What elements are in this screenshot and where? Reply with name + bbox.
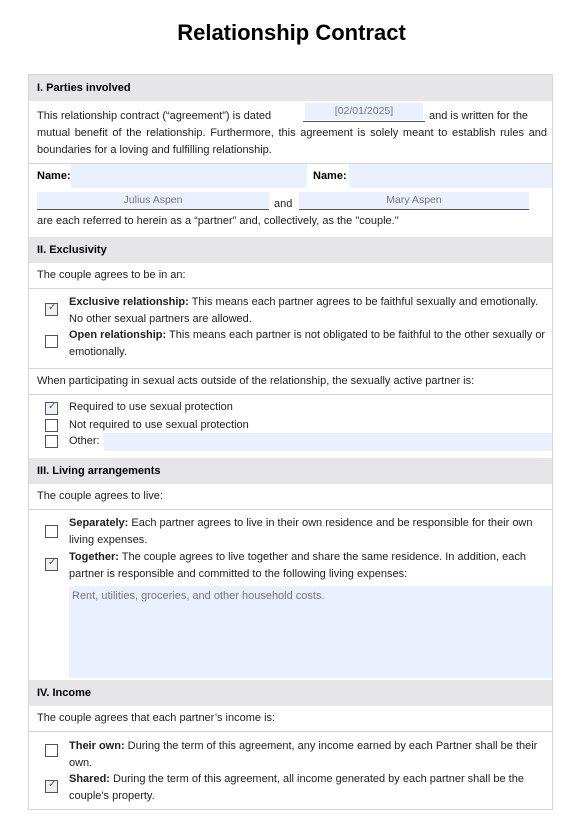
- section-heading-exclusivity: II. Exclusivity: [29, 237, 552, 263]
- exclusive-option: [69, 294, 549, 328]
- separately-desc: Each partner agrees to live in their own residence and be responsible for their own living expenses.: [69, 517, 533, 546]
- separately-label: Separately:: [69, 517, 129, 529]
- section-heading-living: III. Living arrangements: [29, 458, 552, 484]
- page-title: Relationship Contract: [177, 20, 406, 45]
- required-protection-checkbox[interactable]: [45, 402, 58, 415]
- exclusive-label: Exclusive relationship:: [69, 296, 189, 308]
- exclusivity-intro: The couple agrees to be in an:: [37, 269, 186, 281]
- their-own-desc: During the term of this agreement, any income earned by each Partner shall be their own.: [69, 740, 538, 769]
- parties-para-after-date: and is written for the: [429, 110, 529, 122]
- open-checkbox[interactable]: [45, 335, 58, 348]
- other-label: Other:: [69, 435, 100, 447]
- date-underline: [303, 121, 425, 122]
- parties-para-before-date: This relationship contract (“agreement”) is dated: [37, 110, 272, 122]
- together-desc: The couple agrees to live together and share the same residence. In addition, each partner is responsible and committed to the following living expenses:: [69, 551, 526, 580]
- and-word: and: [274, 198, 293, 210]
- contract-form: [28, 74, 553, 810]
- open-desc: This means each partner is not obligated to be faithful to the other sexually or emotionally.: [69, 329, 546, 358]
- partner-1-field[interactable]: Julius Aspen: [37, 192, 269, 209]
- section-heading-income: IV. Income: [29, 680, 552, 706]
- partner-2-underline: [299, 209, 529, 210]
- together-label: Together:: [69, 551, 119, 563]
- living-intro: The couple agrees to live:: [37, 490, 163, 502]
- section-heading-parties: I. Parties involved: [29, 75, 552, 101]
- their-own-checkbox[interactable]: [45, 744, 58, 757]
- partner-2-field[interactable]: Mary Aspen: [299, 192, 529, 209]
- not-required-protection-label: Not required to use sexual protection: [69, 419, 249, 431]
- divider: [29, 731, 552, 732]
- together-checkbox[interactable]: [45, 558, 58, 571]
- date-field[interactable]: [02/01/2025]: [305, 103, 423, 120]
- expenses-text: Rent, utilities, groceries, and other household costs.: [72, 590, 325, 602]
- required-protection-label: Required to use sexual protection: [69, 401, 233, 413]
- separately-checkbox[interactable]: [45, 525, 58, 538]
- divider: [29, 368, 552, 369]
- parties-para-rest: mutual benefit of the relationship. Furthermore, this agreement is solely meant to establish rules and boundaries for a loving and fulfilling relationship.: [37, 127, 547, 156]
- referral-text: are each referred to herein as a “partner” and, collectively, as the "couple.": [37, 215, 399, 227]
- other-input[interactable]: [104, 433, 552, 451]
- divider: [29, 288, 552, 289]
- partner-1-underline: [37, 209, 269, 210]
- exclusive-desc: This means each partner agrees to be faithful sexually and emotionally. No other sexual partners are allowed.: [69, 296, 539, 325]
- outside-intro: When participating in sexual acts outside of the relationship, the sexually active partner is:: [37, 375, 475, 387]
- names-row: [29, 164, 552, 188]
- shared-checkbox[interactable]: [45, 780, 58, 793]
- open-label: Open relationship:: [69, 329, 167, 341]
- open-option: [69, 327, 549, 361]
- shared-option: [69, 771, 549, 805]
- shared-desc: During the term of this agreement, all income generated by each partner shall be the couple's property.: [69, 773, 524, 802]
- name-label-1: Name:: [37, 170, 71, 182]
- exclusive-checkbox[interactable]: [45, 303, 58, 316]
- together-option: [69, 549, 549, 583]
- not-required-protection-checkbox[interactable]: [45, 419, 58, 432]
- income-intro: The couple agrees that each partner’s income is:: [37, 712, 276, 724]
- divider: [29, 509, 552, 510]
- other-checkbox[interactable]: [45, 435, 58, 448]
- their-own-option: [69, 738, 549, 772]
- separately-option: [69, 515, 549, 549]
- divider: [29, 394, 552, 395]
- shared-label: Shared:: [69, 773, 110, 785]
- their-own-label: Their own:: [69, 740, 125, 752]
- name-label-2: Name:: [313, 170, 347, 182]
- expenses-field[interactable]: [69, 586, 552, 678]
